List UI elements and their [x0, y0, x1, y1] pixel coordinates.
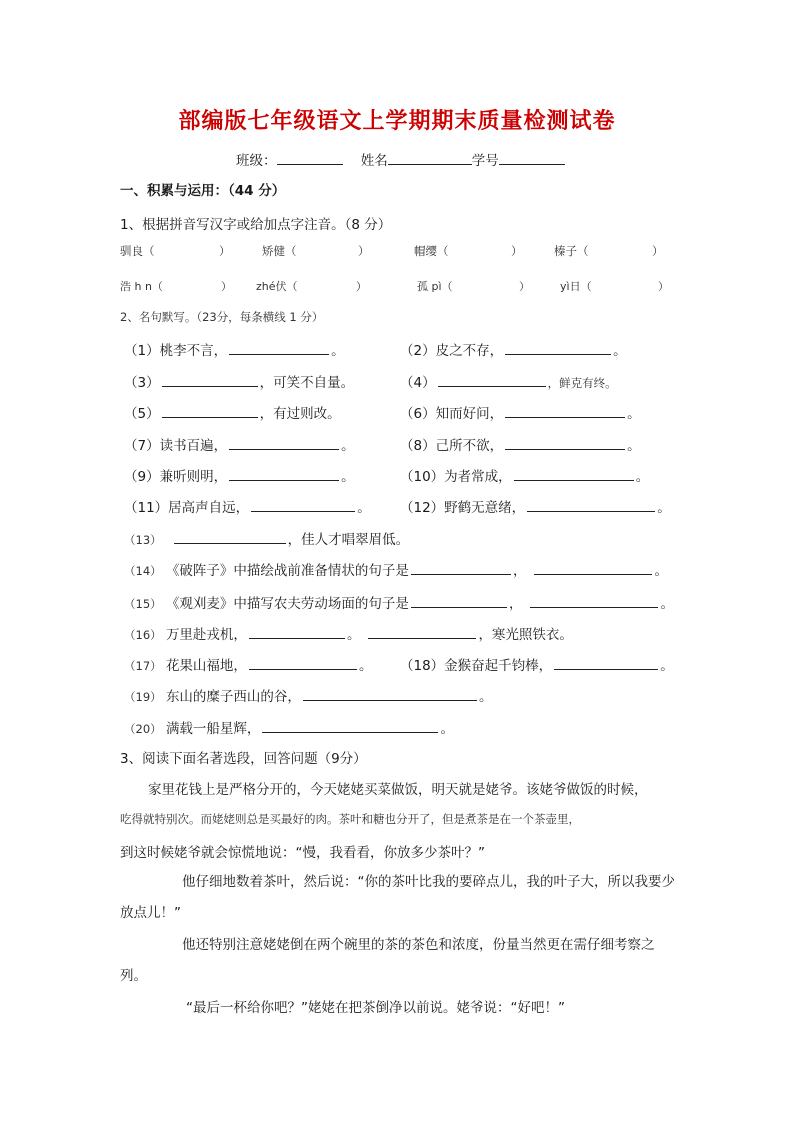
q3-heading: 3、阅读下面名著选段，回答问题（9分） — [120, 751, 367, 767]
q2-item-6: （6）知而好问， 。 — [400, 406, 641, 422]
q1-row1-item4: 榛子（ — [554, 244, 589, 258]
q1-row2-item4: yì日（ — [560, 280, 592, 293]
section-heading: 一、积累与运用：（44 分） — [120, 183, 286, 199]
q1-heading: 1、根据拼音写汉字或给加点字注音。（8 分） — [120, 217, 392, 233]
q2-item-4: （4） ，鲜克有终。 — [400, 375, 617, 391]
q2-item-13: （13） ，佳人才唱翠眉低。 — [124, 532, 410, 548]
q1-row2-close1: ） — [221, 280, 232, 293]
passage-paragraph-2: 他仔细地数着茶叶，然后说：“你的茶叶比我的要碎点儿，我的叶子大，所以我要少放点儿！” — [120, 874, 675, 921]
q2-heading: 2、名句默写。（23分，每条横线 1 分） — [120, 310, 324, 324]
q1-row2-close4: ） — [658, 280, 669, 293]
passage-line-1: 家里花钱上是严格分开的，今天姥姥买菜做饭，明天就是姥爷。该姥爷做饭的时候， — [148, 782, 648, 798]
exam-title: 部编版七年级语文上学期期末质量检测试卷 — [178, 109, 616, 134]
q1-row2-item2: zhé伏（ — [256, 280, 298, 293]
class-blank — [277, 152, 343, 165]
q2-item-2: （2）皮之不存， 。 — [400, 343, 627, 359]
q2-item-1: （1）桃李不言， 。 — [124, 343, 345, 359]
name-label: 姓名 — [360, 153, 388, 169]
q2-item-18: （18）金猴奋起千钧棒， 。 — [400, 658, 674, 674]
q2-item-12: （12）野鹤无意绪， 。 — [400, 500, 671, 516]
q2-item-9: （9）兼听则明， 。 — [124, 469, 355, 485]
q2-item-3: （3） ，可笑不自量。 — [124, 375, 355, 391]
q1-row2-item3: 孤 pì（ — [417, 280, 453, 293]
q1-row1-item3: 帽缨（ — [414, 244, 449, 258]
q1-row1-close2: ） — [358, 244, 370, 258]
q1-row1-close4: ） — [652, 244, 664, 258]
passage-paragraph-4: “最后一杯给你吧？”姥姥在把茶倒净以前说。姥爷说：“好吧！” — [186, 1000, 565, 1016]
q1-row1-close3: ） — [511, 244, 523, 258]
q2-item-15: （15） 《观刈麦》中描写农夫劳动场面的句子是 ， 。 — [124, 596, 674, 612]
name-blank — [388, 152, 472, 165]
q2-item-8: （8）己所不欲， 。 — [400, 438, 641, 454]
q2-item-5: （5） ，有过则改。 — [124, 406, 341, 422]
q1-row2-close3: ） — [519, 280, 530, 293]
q2-item-10: （10）为者常成， 。 — [400, 469, 650, 485]
q2-item-7: （7）读书百遍， 。 — [124, 438, 355, 454]
passage-line-3: 到这时候姥爷就会惊慌地说：“慢，我看看，你放多少茶叶？” — [120, 845, 485, 861]
student-info-row — [236, 149, 565, 169]
class-label: 班级： — [236, 153, 277, 169]
q2-item-14: （14） 《破阵子》中描绘战前准备情状的句子是 ， 。 — [124, 563, 668, 579]
q2-item-16: （16） 万里赴戎机， 。 ，寒光照铁衣。 — [124, 627, 573, 643]
q1-row1-item1: 驯良（ — [120, 244, 155, 258]
id-blank — [499, 152, 565, 165]
q1-row1-close1: ） — [219, 244, 231, 258]
q1-row1-item2: 矫健（ — [262, 244, 297, 258]
passage-line-2: 吃得就特别次。而姥姥则总是买最好的肉。茶叶和糖也分开了，但是煮茶是在一个茶壶里， — [120, 812, 580, 826]
q2-item-17: （17） 花果山福地， 。 — [124, 658, 373, 674]
q1-row2-item1: 浩 h n（ — [120, 280, 163, 293]
q2-item-11: （11）居高声自远， 。 — [124, 500, 371, 516]
q2-item-19: （19） 东山的糜子西山的谷， 。 — [124, 689, 493, 705]
q1-row2-close2: ） — [356, 280, 367, 293]
passage-paragraph-3: 他还特别注意姥姥倒在两个碗里的茶的茶色和浓度，份量当然更在需仔细考察之列。 — [120, 937, 655, 984]
id-label: 学号 — [471, 153, 499, 169]
q2-item-20: （20） 满载一船星辉， 。 — [124, 721, 454, 737]
